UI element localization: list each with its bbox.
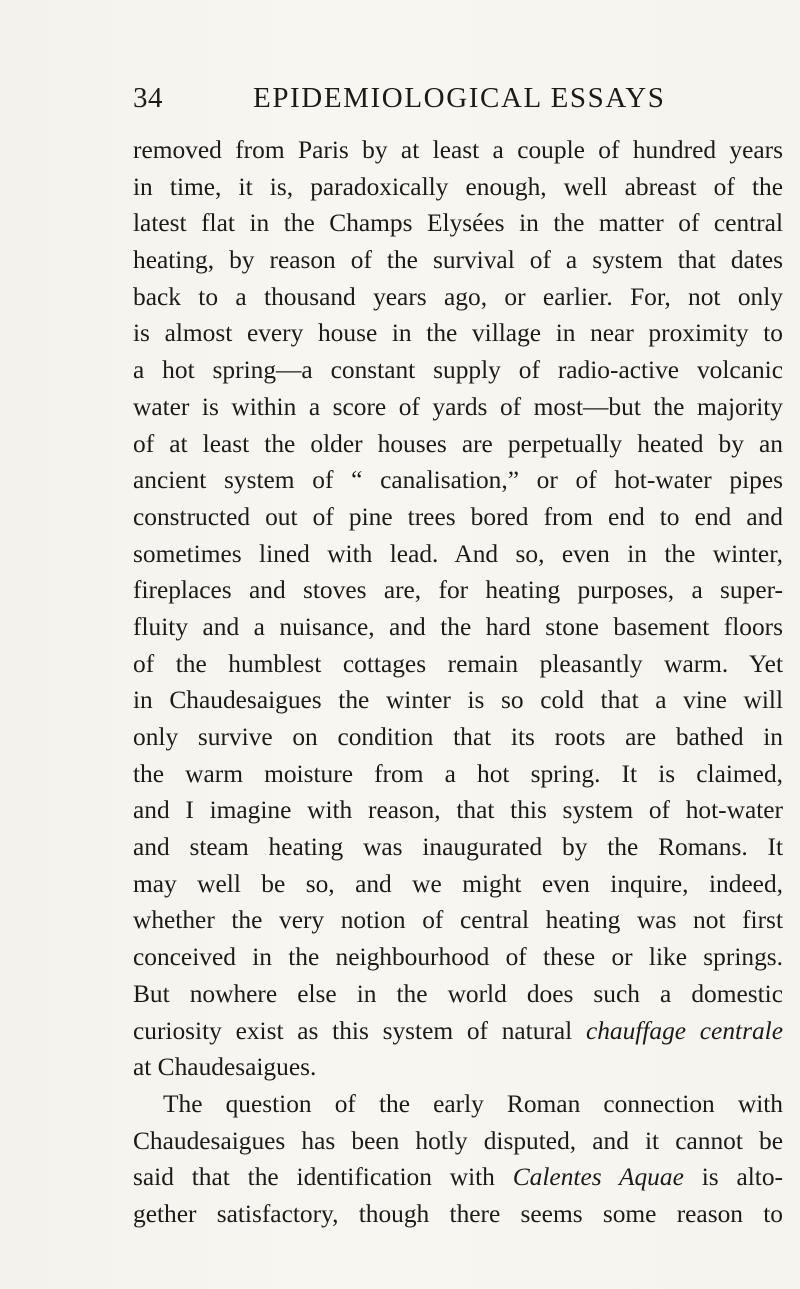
text-line: in time, it is, paradoxically enough, well abreast of the bbox=[133, 172, 783, 201]
italic-phrase: Calentes Aquae bbox=[512, 1163, 684, 1192]
page-header bbox=[133, 82, 783, 122]
text-line: is almost every house in the village in near proximity to bbox=[133, 319, 783, 348]
text-line: of the humblest cottages remain pleasantly warm. Yet bbox=[133, 649, 783, 678]
text-line: and steam heating was inaugurated by the Romans. It bbox=[133, 833, 783, 862]
text-line: a hot spring—a constant supply of radio-active volcanic bbox=[133, 356, 783, 385]
text-line: only survive on condition that its roots are bathed in bbox=[133, 723, 783, 751]
text-line: conceived in the neighbourhood of these or like springs. bbox=[133, 943, 783, 972]
text-line: removed from Paris by at least a couple of hundred years bbox=[133, 136, 783, 164]
text-line: Chaudesaigues has been hotly disputed, and it cannot be bbox=[133, 1126, 783, 1155]
text-line: at Chaudesaigues. bbox=[133, 1053, 317, 1082]
text-line: back to a thousand years ago, or earlier. For, not only bbox=[133, 282, 783, 311]
text-line: latest flat in the Champs Elysées in the matter of central bbox=[133, 209, 783, 238]
text-line: fluity and a nuisance, and the hard stone basement floors bbox=[133, 612, 783, 641]
text-run: is alto- bbox=[683, 1163, 783, 1192]
page-number: 34 bbox=[133, 82, 163, 114]
text-line: heating, by reason of the survival of a system that dates bbox=[133, 246, 783, 275]
text-line: ancient system of “ canalisation,” or of hot-water pipes bbox=[133, 466, 783, 495]
running-title: EPIDEMIOLOGICAL ESSAYS bbox=[253, 82, 666, 114]
paragraph-first-line: The question of the early Roman connection with bbox=[163, 1089, 783, 1118]
text-line: sometimes lined with lead. And so, even in the winter, bbox=[133, 539, 783, 568]
text-line: But nowhere else in the world does such a domestic bbox=[133, 979, 783, 1008]
body-text bbox=[133, 132, 783, 1233]
text-line: may well be so, and we might even inquire, indeed, bbox=[133, 869, 783, 898]
text-line: fireplaces and stoves are, for heating purposes, a super- bbox=[133, 576, 783, 605]
text-line bbox=[133, 1159, 783, 1196]
text-line: whether the very notion of central heating was not first bbox=[133, 906, 783, 935]
text-line: and I imagine with reason, that this system of hot-water bbox=[133, 796, 783, 825]
text-line: water is within a score of yards of most—but the majority bbox=[133, 392, 783, 421]
text-line bbox=[133, 1013, 783, 1050]
text-line: constructed out of pine trees bored from end to end and bbox=[133, 502, 783, 531]
text-run: curiosity exist as this system of natural bbox=[133, 1016, 586, 1045]
text-line: gether satisfactory, though there seems some reason to bbox=[133, 1199, 783, 1228]
text-line: the warm moisture from a hot spring. It is claimed, bbox=[133, 759, 783, 788]
italic-phrase: chauffage centrale bbox=[585, 1016, 783, 1045]
text-line: of at least the older houses are perpetually heated by an bbox=[133, 429, 783, 458]
text-run: said that the identification with bbox=[133, 1163, 513, 1192]
text-line: in Chaudesaigues the winter is so cold that a vine will bbox=[133, 686, 783, 715]
